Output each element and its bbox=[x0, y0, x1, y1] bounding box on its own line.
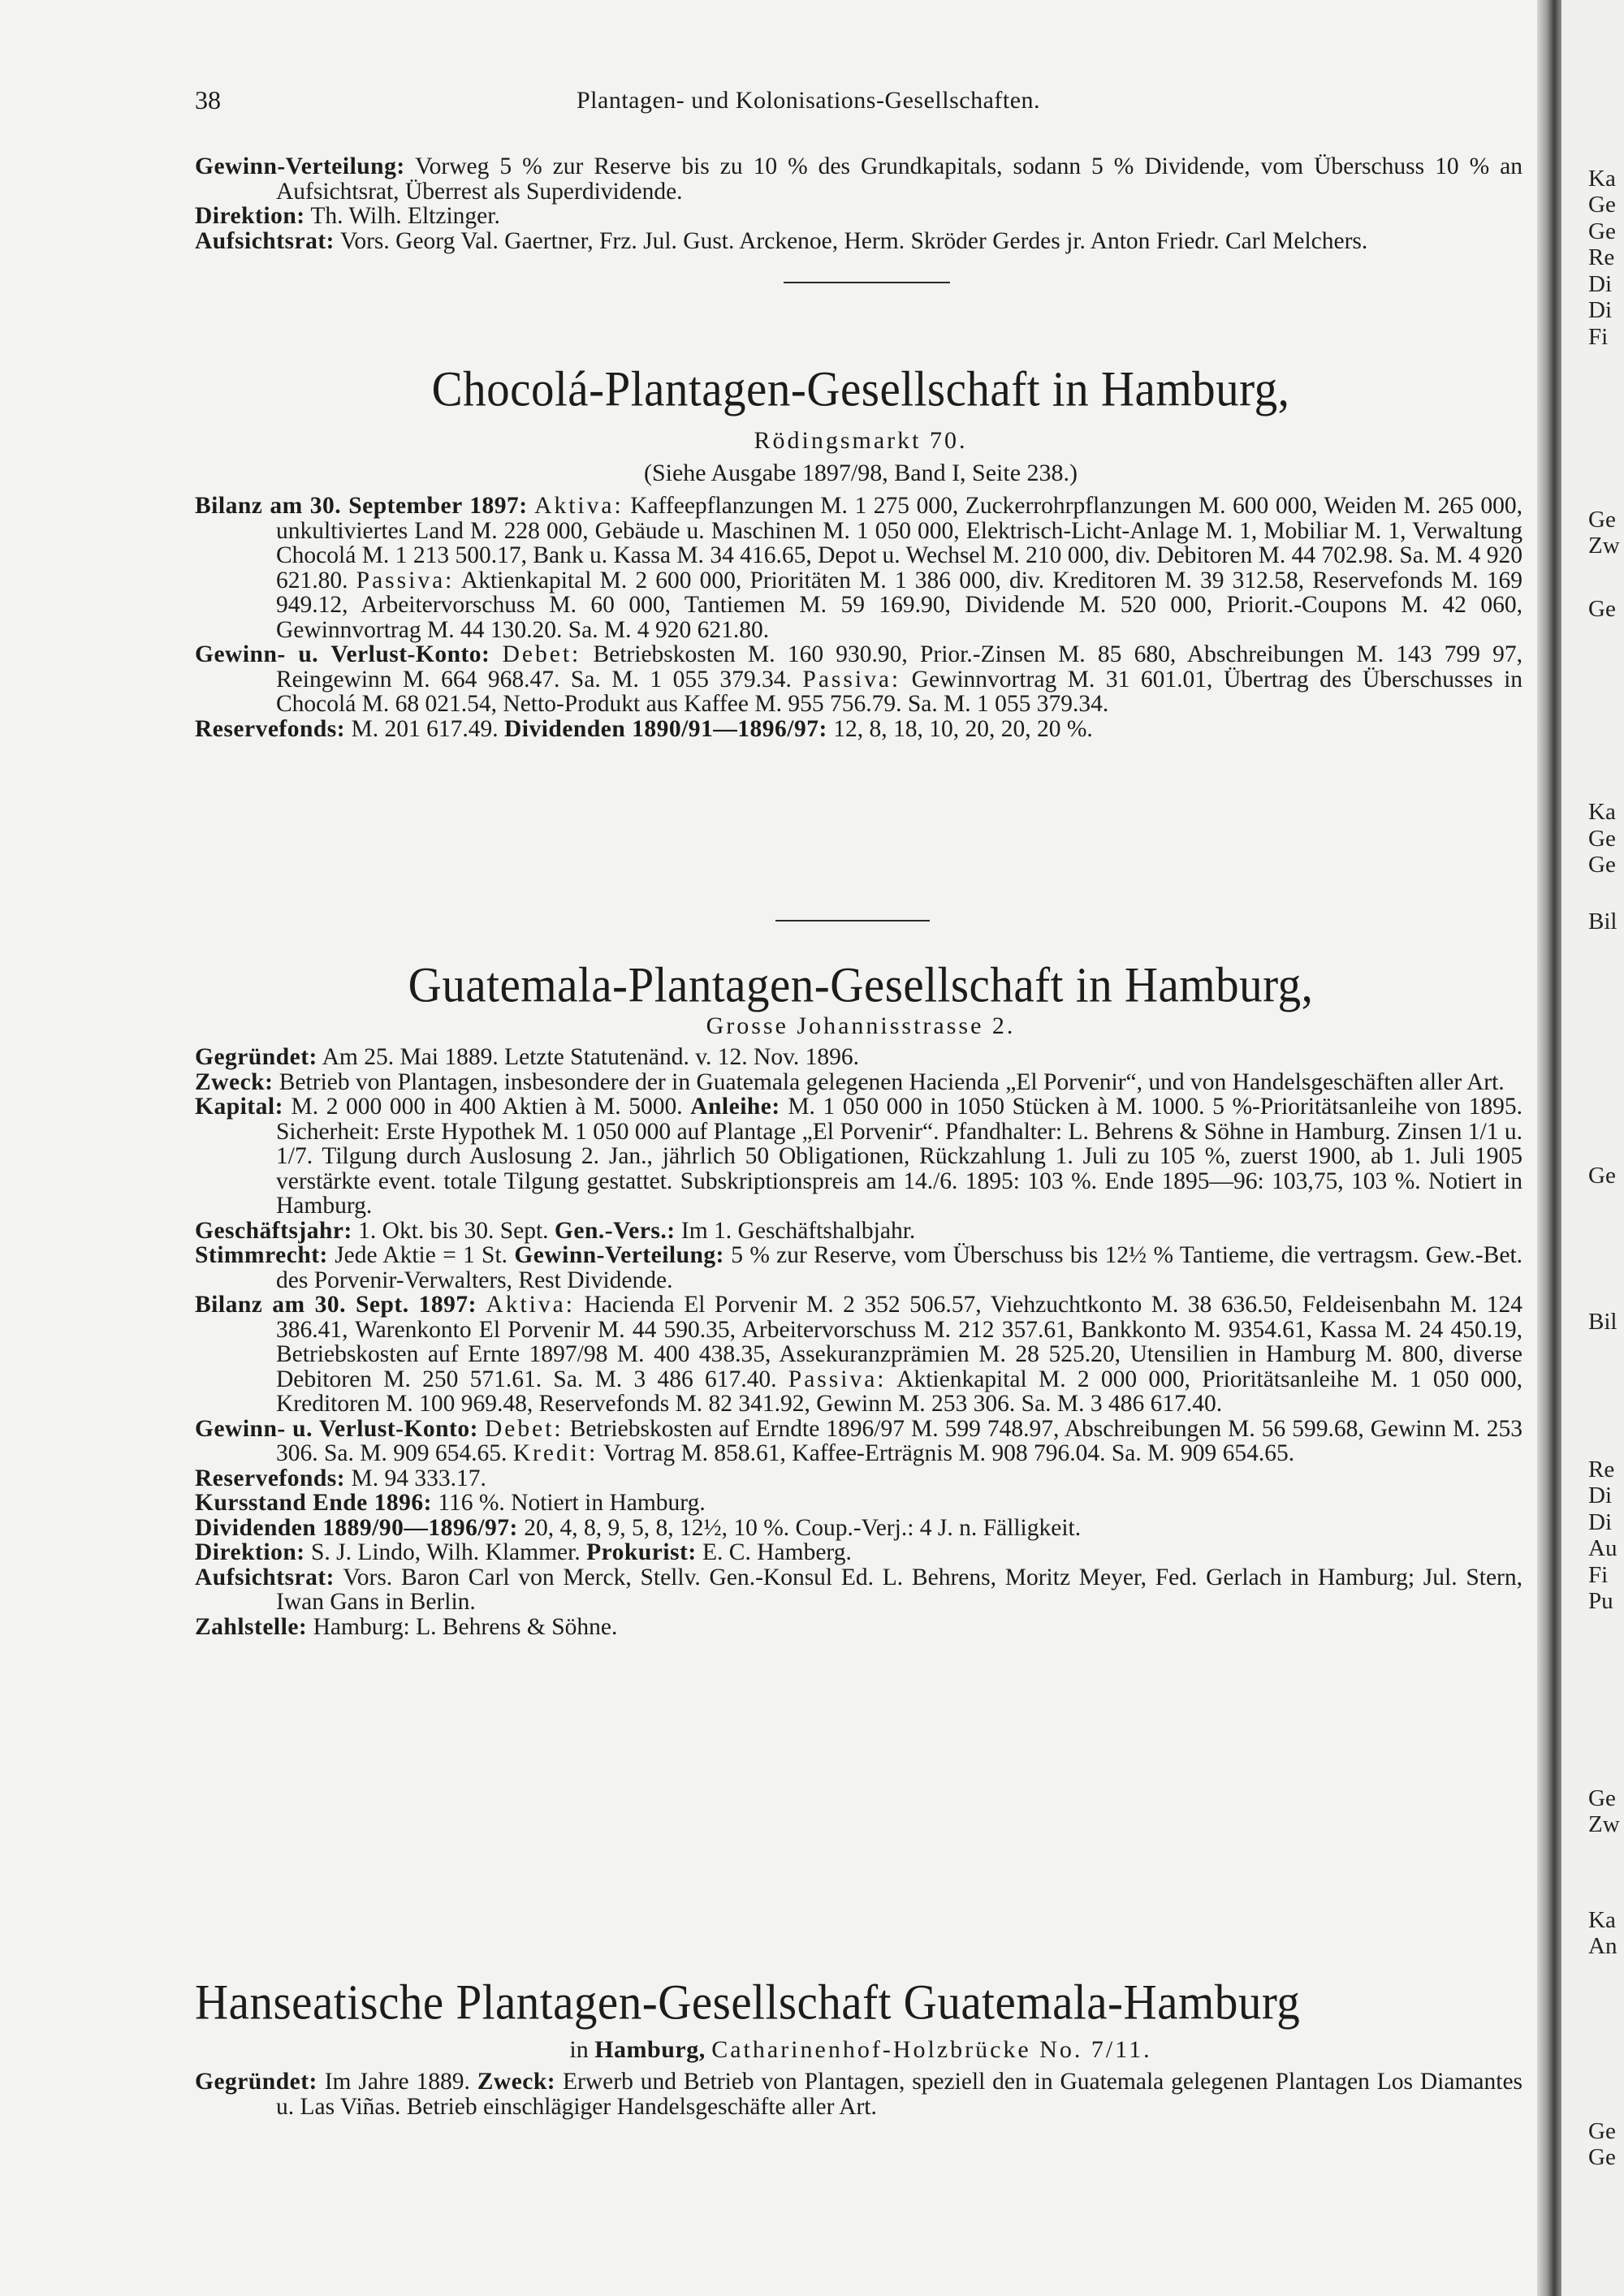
edge-fragment: Re bbox=[1588, 244, 1615, 270]
text: Hacienda El Porvenir M. 2 352 506.57, Viehzuchtkonto M. 38 636.50, Feldeisenbahn M. 124 386.41, Warenkonto El Porvenir M. 44 590.35, Arbeitervorschuss M. 212 357.61, Bankkonto M. 9354.61, Kassa M. 24 450.19, Betriebskosten auf Ernte 1897/98 M. 400 438.35, Assekuranzprämien M. 28 525.20, Utensilien in Hamburg M. 800, diverse Debitoren M. 250 571.61. Sa. M. 3 486 617.40. bbox=[276, 1292, 1523, 1392]
intro-gewinn-verteilung bbox=[195, 154, 1522, 204]
text: Vors. Georg Val. Gaertner, Frz. Jul. Gust. Arckenoe, Herm. Skröder Gerdes jr. Anton Friedr. Carl Melchers. bbox=[339, 227, 1368, 254]
text: Vortrag M. 858.61, Kaffee-Erträgnis M. 908 796.04. Sa. M. 909 654.65. bbox=[603, 1440, 1295, 1466]
text: M. 94 333.17. bbox=[351, 1465, 486, 1491]
kredit-label: Kredit: bbox=[512, 1440, 598, 1466]
label: Gegründet: bbox=[195, 2069, 317, 2095]
text: S. J. Lindo, Wilh. Klammer. bbox=[310, 1539, 581, 1565]
sub-city: Hamburg, bbox=[594, 2036, 706, 2063]
aktiva-label: Aktiva: bbox=[534, 493, 624, 519]
edge-fragment: Ge bbox=[1588, 1785, 1616, 1811]
kredit-label: Passiva: bbox=[802, 666, 901, 693]
label: Stimmrecht: bbox=[195, 1242, 328, 1268]
adjacent-page-edge bbox=[1561, 0, 1624, 2296]
chocola-address: Rödingsmarkt 70. bbox=[754, 427, 968, 454]
label: Dividenden 1890/91—1896/97: bbox=[503, 715, 827, 742]
text: Aktienkapital M. 2 600 000, Prioritäten M. 1 386 000, div. Kreditoren M. 39 312.58, Reservefonds M. 169 949.12, Arbeitervorschuss M. 60 000, Tantiemen M. 59 169.90, Dividende M. 520 000, Priorit.-Coupons M. 42 060, Gewinnvortrag M. 44 130.20. Sa. M. 4 920 621.80. bbox=[276, 567, 1523, 643]
book-gutter bbox=[1537, 0, 1561, 2296]
edge-fragment: Ge bbox=[1588, 852, 1616, 878]
page-number: 38 bbox=[195, 85, 221, 114]
edge-fragment: Di bbox=[1588, 1509, 1612, 1535]
guatemala-zahlstelle bbox=[195, 1615, 1522, 1640]
chocola-gewinn-verlust bbox=[195, 642, 1522, 717]
guatemala-direktion bbox=[195, 1540, 1522, 1565]
page-header bbox=[195, 85, 1543, 126]
edge-fragment: Ge bbox=[1588, 192, 1616, 218]
label: Bilanz am 30. Sept. 1897: bbox=[195, 1292, 477, 1318]
chocola-title: Chocolá-Plantagen-Gesellschaft in Hamburg, bbox=[431, 361, 1290, 417]
label: Gen.-Vers.: bbox=[554, 1217, 676, 1244]
passiva-label: Passiva: bbox=[356, 567, 455, 593]
guatemala-address: Grosse Johannisstrasse 2. bbox=[706, 1012, 1016, 1039]
label: Geschäftsjahr: bbox=[195, 1217, 352, 1244]
edge-fragment: Ka bbox=[1588, 799, 1616, 825]
edge-fragment: Ge bbox=[1588, 826, 1616, 852]
hanseatische-subtitle bbox=[195, 2037, 1527, 2063]
chocola-section bbox=[195, 494, 1522, 741]
label: Gewinn-Verteilung: bbox=[195, 153, 405, 179]
edge-fragment: Bil bbox=[1588, 1309, 1618, 1335]
text: Vors. Baron Carl von Merck, Stellv. Gen.-Konsul Ed. L. Behrens, Moritz Meyer, Fed. Gerlach in Hamburg; Jul. Stern, Iwan Gans in Berlin. bbox=[276, 1564, 1523, 1615]
text: Hamburg: L. Behrens & Söhne. bbox=[313, 1613, 618, 1640]
label: Prokurist: bbox=[586, 1539, 697, 1565]
label: Gewinn-Verteilung: bbox=[514, 1242, 724, 1268]
edge-fragment: Fi bbox=[1588, 1562, 1609, 1588]
label: Gewinn- u. Verlust-Konto: bbox=[195, 1415, 478, 1442]
text: Im Jahre 1889. bbox=[324, 2069, 470, 2095]
text: 1. Okt. bis 30. Sept. bbox=[358, 1217, 549, 1244]
hanseatische-section bbox=[195, 2069, 1522, 2119]
guatemala-gegruendet bbox=[195, 1045, 1522, 1070]
text: M. 201 617.49. bbox=[351, 715, 499, 742]
passiva-label: Passiva: bbox=[788, 1366, 887, 1392]
sub-address: Catharinenhof-Holzbrücke No. 7/11. bbox=[711, 2036, 1152, 2063]
chocola-reference: (Siehe Ausgabe 1897/98, Band I, Seite 238.) bbox=[643, 460, 1078, 486]
edge-fragment: Ka bbox=[1588, 1907, 1616, 1933]
label: Gegründet: bbox=[195, 1044, 317, 1070]
chocola-reservefonds-dividenden bbox=[195, 717, 1522, 742]
label: Zahlstelle: bbox=[195, 1613, 308, 1640]
label: Direktion: bbox=[195, 203, 305, 229]
edge-fragment: Fi bbox=[1588, 324, 1609, 350]
section-divider bbox=[775, 920, 930, 921]
intro-section bbox=[195, 154, 1522, 253]
chocola-bilanz bbox=[195, 494, 1522, 642]
intro-aufsichtsrat bbox=[195, 229, 1522, 254]
edge-fragment: Di bbox=[1588, 297, 1612, 323]
section-divider bbox=[784, 282, 950, 283]
text: 116 %. Notiert in Hamburg. bbox=[438, 1490, 706, 1516]
label: Zweck: bbox=[195, 1068, 274, 1095]
text: Jede Aktie = 1 St. bbox=[335, 1242, 508, 1268]
guatemala-section bbox=[195, 1045, 1522, 1639]
edge-fragment: Di bbox=[1588, 1482, 1612, 1508]
text: 20, 4, 8, 9, 5, 8, 12½, 10 %. Coup.-Verj.: 4 J. n. Fälligkeit. bbox=[524, 1514, 1082, 1541]
edge-fragment: Bil bbox=[1588, 908, 1618, 934]
text: Im 1. Geschäftshalbjahr. bbox=[680, 1217, 916, 1244]
label: Aufsichtsrat: bbox=[195, 227, 335, 254]
text: Am 25. Mai 1889. Letzte Statutenänd. v. 12. Nov. 1896. bbox=[322, 1044, 860, 1070]
text: Erwerb und Betrieb von Plantagen, speziell den in Guatemala gelegenen Plantagen Los Diamantes u. Las Viñas. Betrieb einschlägiger Handelsgeschäfte aller Art. bbox=[276, 2069, 1523, 2120]
guatemala-aufsichtsrat bbox=[195, 1565, 1522, 1615]
debet-label: Debet: bbox=[484, 1415, 564, 1442]
guatemala-gewinn-verlust bbox=[195, 1417, 1522, 1466]
guatemala-dividenden bbox=[195, 1516, 1522, 1541]
label: Zweck: bbox=[477, 2069, 556, 2095]
label: Reservefonds: bbox=[195, 1465, 346, 1491]
edge-fragment: Ge bbox=[1588, 2118, 1616, 2144]
text: 5 % zur Reserve, vom Überschuss bis 12½ % Tantieme, die vertragsm. Gew.-Bet. des Porvenir-Verwalters, Rest Dividende. bbox=[276, 1242, 1523, 1293]
text: E. C. Hamberg. bbox=[702, 1539, 852, 1565]
text: Gewinnvortrag M. 31 601.01, Übertrag des Überschusses in Chocolá M. 68 021.54, Netto-Produkt aus Kaffee M. 955 756.79. Sa. M. 1 055 379.34. bbox=[276, 666, 1523, 717]
guatemala-reservefonds bbox=[195, 1466, 1522, 1491]
guatemala-kursstand bbox=[195, 1491, 1522, 1516]
label: Gewinn- u. Verlust-Konto: bbox=[195, 641, 490, 667]
text: M. 1 050 000 in 1050 Stücken à M. 1000. 5 %-Prioritätsanleihe von 1895. Sicherheit: Erste Hypothek M. 1 050 000 auf Plantage „El Porvenir“. Pfandhalter: L. Behrens & Söhne in Hamburg. Zinsen 1/1 u. 1/7. Tilgung durch Auslosung 2. Jan., jährlich 50 Obligationen, Rückzahlung 1. Juli zu 105 %, zuerst 1900, ab 1. Juli 1905 verstärkte event. totale Tilgung gestattet. Subskriptionspreis am 14./6. 1895: 103 %. Ende 1895—96: 103,75, 103 %. Notiert in Hamburg. bbox=[276, 1094, 1522, 1219]
edge-fragment: Pu bbox=[1588, 1588, 1613, 1614]
edge-fragment: Ka bbox=[1588, 166, 1616, 192]
edge-fragment: Ge bbox=[1588, 1163, 1616, 1189]
edge-fragment: Re bbox=[1588, 1457, 1615, 1482]
guatemala-title: Guatemala-Plantagen-Gesellschaft in Hamburg, bbox=[408, 957, 1314, 1013]
text: M. 2 000 000 in 400 Aktien à M. 5000. bbox=[291, 1094, 683, 1120]
guatemala-stimmrecht bbox=[195, 1243, 1522, 1293]
text: Betriebskosten auf Erndte 1896/97 M. 599 748.97, Abschreibungen M. 56 599.68, Gewinn M. 253 306. Sa. M. 909 654.65. bbox=[276, 1415, 1523, 1466]
label: Kursstand Ende 1896: bbox=[195, 1490, 432, 1516]
text: 12, 8, 18, 10, 20, 20, 20 %. bbox=[833, 715, 1093, 742]
label: Aufsichtsrat: bbox=[195, 1564, 335, 1590]
guatemala-geschaeftsjahr bbox=[195, 1219, 1522, 1244]
guatemala-kapital-anleihe bbox=[195, 1094, 1522, 1219]
text: Vorweg 5 % zur Reserve bis zu 10 % des Grundkapitals, sodann 5 % Dividende, vom Überschuss 10 % an Aufsichtsrat, Überrest als Superdividende. bbox=[276, 153, 1522, 205]
edge-fragment: Ge bbox=[1588, 507, 1616, 533]
label: Dividenden 1889/90—1896/97: bbox=[195, 1514, 518, 1541]
hanseatische-title: Hanseatische Plantagen-Gesellschaft Guatemala-Hamburg bbox=[195, 1974, 1301, 2031]
aktiva-label: Aktiva: bbox=[486, 1292, 575, 1318]
label: Anleihe: bbox=[690, 1094, 780, 1120]
label: Direktion: bbox=[195, 1539, 305, 1565]
guatemala-bilanz bbox=[195, 1293, 1522, 1417]
edge-fragment: Di bbox=[1588, 271, 1612, 297]
guatemala-zweck bbox=[195, 1070, 1522, 1095]
text: Aktienkapital M. 2 000 000, Prioritätsanleihe M. 1 050 000, Kreditoren M. 100 969.48, Reservefonds M. 82 341.92, Gewinn M. 253 306. Sa. M. 3 486 617.40. bbox=[276, 1366, 1523, 1417]
debet-label: Debet: bbox=[502, 641, 581, 667]
edge-fragment: An bbox=[1588, 1933, 1618, 1959]
edge-fragment: Zw bbox=[1588, 1811, 1620, 1837]
edge-fragment: Au bbox=[1588, 1535, 1618, 1561]
edge-fragment: Ge bbox=[1588, 2144, 1616, 2170]
hanseatische-gegruendet bbox=[195, 2069, 1522, 2119]
label: Reservefonds: bbox=[195, 715, 346, 742]
edge-fragment: Ge bbox=[1588, 596, 1616, 622]
edge-fragment: Zw bbox=[1588, 533, 1620, 559]
sub-in: in bbox=[569, 2036, 589, 2063]
intro-direktion bbox=[195, 204, 1522, 229]
label: Bilanz am 30. September 1897: bbox=[195, 493, 528, 519]
text: Betrieb von Plantagen, insbesondere der in Guatemala gelegenen Hacienda „El Porvenir“, und von Handelsgeschäften aller Art. bbox=[279, 1068, 1505, 1095]
text: Kaffeepflanzungen M. 1 275 000, Zuckerrohrpflanzungen M. 600 000, Weiden M. 265 000, unkultiviertes Land M. 228 000, Gebäude u. Maschinen M. 1 050 000, Elektrisch-Licht-Anlage M. 1, Mobiliar M. 1, Verwaltung Chocolá M. 1 213 500.17, Bank u. Kassa M. 34 416.65, Depot u. Wechsel M. 210 000, div. Debitoren M. 44 702.98. Sa. M. 4 920 621.80. bbox=[276, 493, 1523, 593]
edge-fragment: Ge bbox=[1588, 218, 1616, 244]
text: Betriebskosten M. 160 930.90, Prior.-Zinsen M. 85 680, Abschreibungen M. 143 799 97, Reingewinn M. 664 968.47. Sa. M. 1 055 379.34. bbox=[276, 641, 1522, 693]
label: Kapital: bbox=[195, 1094, 283, 1120]
text: Th. Wilh. Eltzinger. bbox=[310, 203, 500, 229]
running-title: Plantagen- und Kolonisations-Gesellschaften. bbox=[577, 87, 1041, 114]
